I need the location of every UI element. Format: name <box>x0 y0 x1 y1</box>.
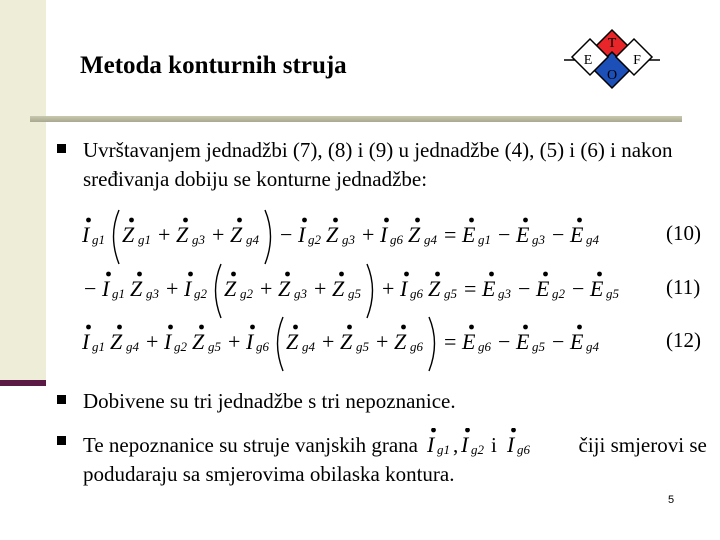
symbol-e-g3 <box>515 218 546 247</box>
operator: + <box>158 222 171 247</box>
symbol-z-g5 <box>428 272 458 301</box>
symbol-e-g4 <box>569 218 600 247</box>
symbol-i-g6 <box>506 428 531 457</box>
phasor-dot <box>339 272 344 277</box>
symbol-e-g3-letter: E <box>482 276 496 301</box>
open-paren <box>114 210 120 264</box>
phasor-dot <box>106 272 111 277</box>
operator: + <box>362 222 375 247</box>
symbol-i-g2-subscript: g2 <box>194 286 207 301</box>
symbol-z-g2 <box>224 272 254 301</box>
equation-label: (11) <box>666 275 701 299</box>
symbol-e-g6 <box>461 325 492 354</box>
symbol-z-g3-subscript: g3 <box>192 232 205 247</box>
separator: , <box>453 433 459 457</box>
symbol-z-g6 <box>394 325 424 354</box>
bullet-unknown-currents <box>83 428 720 489</box>
phasor-dot <box>168 325 173 330</box>
operator: − <box>572 276 585 301</box>
symbol-i-g2 <box>297 218 322 247</box>
symbol-i-g2-subscript: g2 <box>308 232 321 247</box>
symbol-z-g4-letter: Z <box>230 222 243 247</box>
symbol-z-g4 <box>230 218 260 247</box>
phasor-dot <box>86 325 91 330</box>
symbol-e-g4-subscript: g4 <box>586 339 599 354</box>
symbol-e-g1-subscript: g1 <box>478 232 491 247</box>
conjunction: i <box>491 433 498 457</box>
phasor-dot <box>435 272 440 277</box>
symbol-z-g4-letter: Z <box>110 329 123 354</box>
bullet-text: Uvrštavanjem jednadžbi (7), (8) i (9) u jednadžbe (4), (5) i (6) i nakon sređivanja dobiju se konturne jednadžbe: <box>83 138 673 191</box>
bullet-square-icon <box>57 436 66 445</box>
symbol-z-g3-letter: Z <box>278 276 291 301</box>
close-paren <box>429 317 435 371</box>
logo-letter-t: T <box>607 36 617 51</box>
operator: − <box>518 276 531 301</box>
close-paren <box>265 210 271 264</box>
equation-11 <box>84 264 700 318</box>
operator: = <box>444 222 457 247</box>
symbol-e-g5-subscript: g5 <box>532 339 545 354</box>
phasor-dot <box>469 218 474 223</box>
symbol-z-g6-subscript: g6 <box>410 339 423 354</box>
operator: − <box>552 329 565 354</box>
symbol-z-g3-letter: Z <box>130 276 143 301</box>
phasor-dot <box>199 325 204 330</box>
symbol-i-g1-subscript: g1 <box>437 442 451 457</box>
slide-title: Metoda konturnih struja <box>80 52 347 79</box>
symbol-i-g1-letter: I <box>427 432 435 457</box>
phasor-dot <box>347 325 352 330</box>
symbol-i-g6-subscript: g6 <box>390 232 403 247</box>
phasor-dot <box>293 325 298 330</box>
symbol-z-g5-letter: Z <box>192 329 205 354</box>
operator: − <box>280 222 293 247</box>
symbol-e-g5-letter: E <box>590 276 604 301</box>
phasor-dot <box>183 218 188 223</box>
phasor-dot <box>415 218 420 223</box>
bullet-substitution <box>83 136 720 194</box>
symbol-z-g5-letter: Z <box>332 276 345 301</box>
logo-letter-f: F <box>633 53 641 68</box>
operator: + <box>322 329 335 354</box>
phasor-dot <box>285 272 290 277</box>
bullet-text-end: čiji smjerovi se podudaraju sa smjerovima obilaska kontura. <box>83 433 707 486</box>
bullet-square-icon <box>57 144 66 153</box>
operator: + <box>314 276 327 301</box>
phasor-dot <box>404 272 409 277</box>
institution-logo <box>562 25 662 95</box>
operator: − <box>498 329 511 354</box>
symbol-z-g2-letter: Z <box>224 276 237 301</box>
symbol-i-g1-subscript: g1 <box>112 286 125 301</box>
phasor-dot <box>188 272 193 277</box>
symbol-i-g2-letter: I <box>164 329 172 354</box>
symbol-e-g4 <box>569 325 600 354</box>
symbol-e-g4-subscript: g4 <box>586 232 599 247</box>
phasor-dot <box>401 325 406 330</box>
phasor-dot <box>129 218 134 223</box>
symbol-e-g5 <box>515 325 546 354</box>
equation-12 <box>81 317 701 371</box>
symbol-z-g4-subscript: g4 <box>126 339 139 354</box>
operator: + <box>260 276 273 301</box>
phasor-dot <box>231 272 236 277</box>
symbol-i-g6-letter: I <box>380 222 388 247</box>
symbol-i-g2 <box>460 428 485 457</box>
symbol-i-g6-letter: I <box>400 276 408 301</box>
symbol-z-g5-subscript: g5 <box>208 339 221 354</box>
symbol-z-g3-subscript: g3 <box>146 286 159 301</box>
symbol-e-g2-subscript: g2 <box>552 286 565 301</box>
phasor-dot <box>237 218 242 223</box>
operator: − <box>498 222 511 247</box>
phasor-dot <box>543 272 548 277</box>
symbol-z-g4-subscript: g4 <box>246 232 259 247</box>
operator: = <box>444 329 457 354</box>
symbol-z-g3 <box>278 272 308 301</box>
equation-label: (10) <box>666 221 701 245</box>
symbol-e-g3-subscript: g3 <box>532 232 545 247</box>
side-panel <box>0 0 46 385</box>
operator: + <box>166 276 179 301</box>
symbol-i-g2 <box>163 325 188 354</box>
page-number: 5 <box>668 494 675 506</box>
symbol-z-g3-subscript: g3 <box>342 232 355 247</box>
open-paren <box>278 317 284 371</box>
symbol-i-g2-letter: I <box>461 432 469 457</box>
symbol-i-g6 <box>399 272 424 301</box>
symbol-e-g5-subscript: g5 <box>606 286 619 301</box>
symbol-z-g4-subscript: g4 <box>302 339 315 354</box>
close-paren <box>367 264 373 318</box>
symbol-z-g3 <box>130 272 160 301</box>
symbol-i-g1-letter: I <box>82 329 90 354</box>
symbol-z-g2-subscript: g2 <box>240 286 253 301</box>
symbol-i-g2-subscript: g2 <box>471 442 485 457</box>
symbol-z-g6-letter: Z <box>394 329 407 354</box>
symbol-z-g4-subscript: g4 <box>424 232 437 247</box>
symbol-z-g4 <box>286 325 316 354</box>
symbol-z-g5-letter: Z <box>428 276 441 301</box>
symbol-z-g5-subscript: g5 <box>356 339 369 354</box>
symbol-i-g6-subscript: g6 <box>517 442 531 457</box>
symbol-e-g1 <box>461 218 491 247</box>
title-divider <box>30 116 682 122</box>
operator: + <box>228 329 241 354</box>
operator: = <box>464 276 477 301</box>
phasor-dot <box>333 218 338 223</box>
phasor-dot <box>137 272 142 277</box>
symbol-z-g5 <box>192 325 222 354</box>
phasor-dot <box>523 218 528 223</box>
open-paren <box>216 264 222 318</box>
symbol-z-g5-subscript: g5 <box>348 286 361 301</box>
symbol-i-g6 <box>245 325 270 354</box>
symbol-e-g1-letter: E <box>462 222 476 247</box>
contour-equations <box>80 208 710 378</box>
symbol-i-g2 <box>183 272 208 301</box>
symbol-i-g1-letter: I <box>82 222 90 247</box>
phasor-dot <box>523 325 528 330</box>
operator: + <box>382 276 395 301</box>
symbol-i-g6-letter: I <box>246 329 254 354</box>
phasor-dot <box>117 325 122 330</box>
operator: + <box>376 329 389 354</box>
symbol-z-g5 <box>332 272 362 301</box>
symbol-z-g4 <box>110 325 140 354</box>
symbol-z-g5-subscript: g5 <box>444 286 457 301</box>
symbol-e-g6-subscript: g6 <box>478 339 491 354</box>
operator: + <box>146 329 159 354</box>
symbol-i-g1 <box>81 218 105 247</box>
symbol-i-g1-letter: I <box>102 276 110 301</box>
operator: − <box>84 276 97 301</box>
symbol-z-g4-letter: Z <box>408 222 421 247</box>
phasor-dot <box>577 218 582 223</box>
phasor-dot <box>469 325 474 330</box>
symbol-e-g4-letter: E <box>570 222 584 247</box>
symbol-i-g6-subscript: g6 <box>410 286 423 301</box>
phasor-dot <box>250 325 255 330</box>
symbol-i-g2-letter: I <box>298 222 306 247</box>
phasor-dot <box>86 218 91 223</box>
operator: − <box>552 222 565 247</box>
bullet-text-start: Te nepoznanice su struje vanjskih grana <box>83 433 418 457</box>
side-panel-accent <box>0 380 46 386</box>
phasor-dot <box>489 272 494 277</box>
logo-letter-o: O <box>606 68 618 83</box>
symbol-i-g1 <box>81 325 105 354</box>
symbol-e-g3 <box>481 272 512 301</box>
symbol-z-g3-subscript: g3 <box>294 286 307 301</box>
symbol-z-g4-letter: Z <box>286 329 299 354</box>
symbol-z-g1 <box>122 218 151 247</box>
symbol-i-g6-letter: I <box>507 432 515 457</box>
phasor-dot <box>597 272 602 277</box>
symbol-z-g5 <box>340 325 370 354</box>
bullet-square-icon <box>57 395 66 404</box>
phasor-dot <box>577 325 582 330</box>
symbol-i-g1-subscript: g1 <box>92 232 105 247</box>
symbol-e-g4-letter: E <box>570 329 584 354</box>
symbol-z-g5-letter: Z <box>340 329 353 354</box>
symbol-e-g2-letter: E <box>536 276 550 301</box>
symbol-e-g5-letter: E <box>516 329 530 354</box>
phasor-dot <box>384 218 389 223</box>
symbol-z-g3 <box>326 218 356 247</box>
symbol-i-g6-subscript: g6 <box>256 339 269 354</box>
symbol-i-g2-subscript: g2 <box>174 339 187 354</box>
symbol-i-g6 <box>379 218 404 247</box>
unknown-currents-inline <box>423 428 573 458</box>
symbol-z-g1-subscript: g1 <box>138 232 151 247</box>
bullet-three-unknowns <box>83 387 720 416</box>
symbol-z-g3-letter: Z <box>326 222 339 247</box>
symbol-i-g2-letter: I <box>184 276 192 301</box>
symbol-e-g2 <box>535 272 566 301</box>
equation-10 <box>81 210 701 264</box>
symbol-e-g6-letter: E <box>462 329 476 354</box>
symbol-z-g3-letter: Z <box>176 222 189 247</box>
symbol-z-g3 <box>176 218 206 247</box>
symbol-i-g1 <box>101 272 125 301</box>
symbol-e-g5 <box>589 272 620 301</box>
equation-label: (12) <box>666 328 701 352</box>
equations-canvas <box>80 208 710 378</box>
operator: + <box>212 222 225 247</box>
bullet-text: Dobivene su tri jednadžbe s tri nepoznanice. <box>83 389 456 413</box>
symbol-e-g3-letter: E <box>516 222 530 247</box>
symbol-z-g1-letter: Z <box>122 222 135 247</box>
symbol-i-g1-subscript: g1 <box>92 339 105 354</box>
symbol-e-g3-subscript: g3 <box>498 286 511 301</box>
symbol-z-g4 <box>408 218 438 247</box>
symbol-i-g1 <box>426 428 450 457</box>
phasor-dot <box>302 218 307 223</box>
logo-letter-e: E <box>583 53 593 68</box>
